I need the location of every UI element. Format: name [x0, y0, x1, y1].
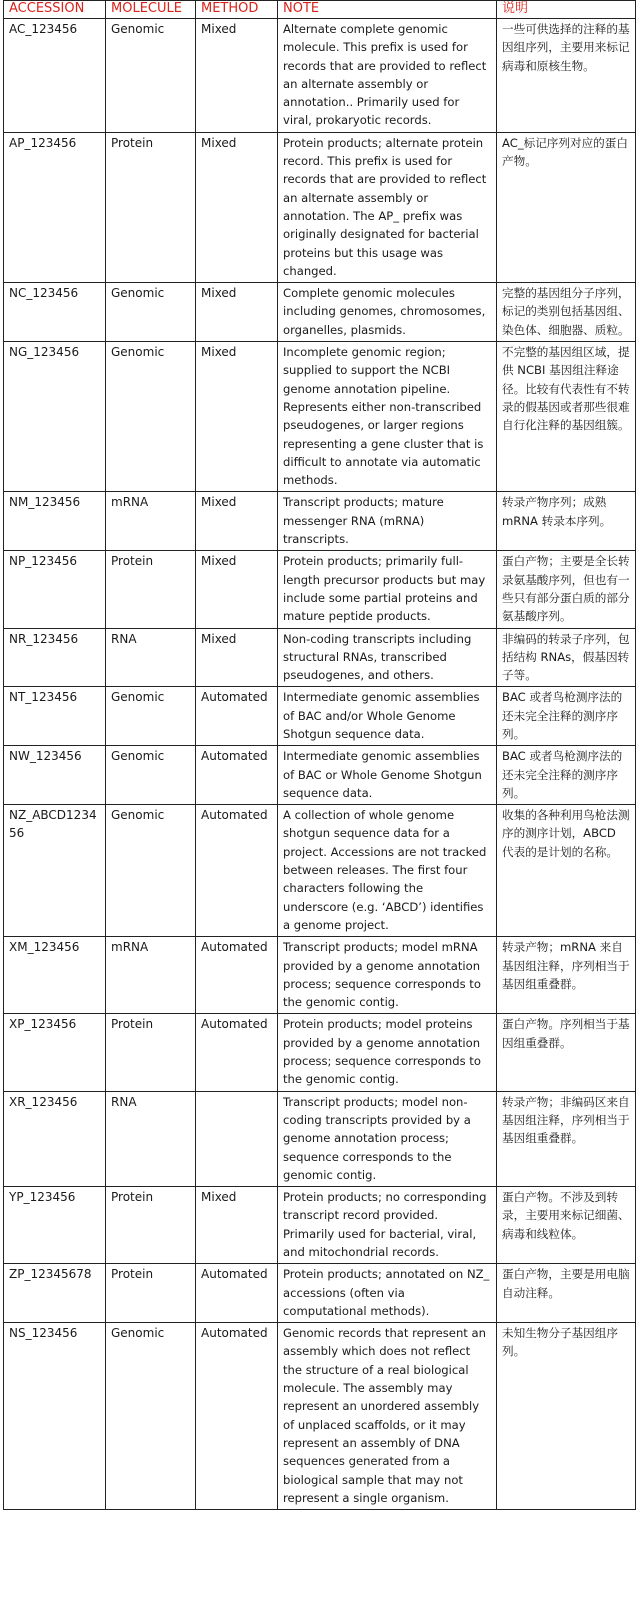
method-cell: Automated	[196, 937, 278, 1014]
table-row	[4, 492, 636, 551]
table-row	[4, 342, 636, 492]
accession-cell: XR_123456	[4, 1091, 106, 1186]
accession-cell: NR_123456	[4, 628, 106, 687]
accession-cell: YP_123456	[4, 1187, 106, 1264]
header-note: NOTE	[278, 1, 497, 19]
table-row	[4, 746, 636, 805]
molecule-cell: mRNA	[106, 492, 196, 551]
accession-cell: XP_123456	[4, 1014, 106, 1091]
accession-cell: NP_123456	[4, 551, 106, 628]
method-cell: Mixed	[196, 1187, 278, 1264]
method-cell: Automated	[196, 746, 278, 805]
method-cell: Mixed	[196, 628, 278, 687]
description-cell: 非编码的转录子序列，包括结构 RNAs，假基因转子等。	[497, 628, 636, 687]
header-description: 说明	[497, 1, 636, 19]
accession-cell: NW_123456	[4, 746, 106, 805]
table-row	[4, 551, 636, 628]
accession-cell: NM_123456	[4, 492, 106, 551]
note-cell: Intermediate genomic assemblies of BAC and/or Whole Genome Shotgun sequence data.	[278, 687, 497, 746]
header-method: METHOD	[196, 1, 278, 19]
description-cell: 未知生物分子基因组序列。	[497, 1323, 636, 1510]
table-row	[4, 1264, 636, 1323]
note-cell: Transcript products; mature messenger RNA (mRNA) transcripts.	[278, 492, 497, 551]
description-cell: 蛋白产物。序列相当于基因组重叠群。	[497, 1014, 636, 1091]
method-cell: Mixed	[196, 492, 278, 551]
table-row	[4, 687, 636, 746]
note-cell: Complete genomic molecules including genomes, chromosomes, organelles, plasmids.	[278, 283, 497, 342]
accession-cell: NZ_ABCD123456	[4, 805, 106, 937]
header-accession: ACCESSION	[4, 1, 106, 19]
table-row	[4, 1187, 636, 1264]
note-cell: Protein products; no corresponding transcript record provided. Primarily used for bacterial, viral, and mitochondrial records.	[278, 1187, 497, 1264]
table-row	[4, 628, 636, 687]
table-row	[4, 132, 636, 282]
table-row	[4, 937, 636, 1014]
note-cell: Incomplete genomic region; supplied to support the NCBI genome annotation pipeline. Represents either non-transcribed pseudogenes, or larger regions representing a gene cluster that is difficult to annotate via automatic methods.	[278, 342, 497, 492]
molecule-cell: Genomic	[106, 805, 196, 937]
accession-cell: AP_123456	[4, 132, 106, 282]
description-cell: 完整的基因组分子序列，标记的类别包括基因组、染色体、细胞器、质粒。	[497, 283, 636, 342]
note-cell: Transcript products; model mRNA provided by a genome annotation process; sequence corresponds to the genomic contig.	[278, 937, 497, 1014]
header-molecule: MOLECULE	[106, 1, 196, 19]
note-cell: Genomic records that represent an assembly which does not reflect the structure of a real biological molecule. The assembly may represent an unordered assembly of unplaced scaffolds, or it may represent an assembly of DNA sequences generated from a biological sample that may not represent a single organism.	[278, 1323, 497, 1510]
accession-cell: NG_123456	[4, 342, 106, 492]
method-cell: Automated	[196, 1264, 278, 1323]
header-row	[4, 1, 636, 19]
method-cell	[196, 1091, 278, 1186]
accession-cell: AC_123456	[4, 19, 106, 133]
accession-cell: NC_123456	[4, 283, 106, 342]
description-cell: 蛋白产物；主要是全长转录氨基酸序列，但也有一些只有部分蛋白质的部分氨基酸序列。	[497, 551, 636, 628]
accession-cell: NS_123456	[4, 1323, 106, 1510]
table-row	[4, 805, 636, 937]
method-cell: Automated	[196, 805, 278, 937]
molecule-cell: Genomic	[106, 1323, 196, 1510]
method-cell: Mixed	[196, 551, 278, 628]
method-cell: Mixed	[196, 283, 278, 342]
molecule-cell: Genomic	[106, 283, 196, 342]
note-cell: Protein products; annotated on NZ_ accessions (often via computational methods).	[278, 1264, 497, 1323]
molecule-cell: Protein	[106, 551, 196, 628]
table-row	[4, 1323, 636, 1510]
description-cell: AC_标记序列对应的蛋白产物。	[497, 132, 636, 282]
molecule-cell: Genomic	[106, 746, 196, 805]
table-row	[4, 283, 636, 342]
molecule-cell: mRNA	[106, 937, 196, 1014]
note-cell: Non-coding transcripts including structural RNAs, transcribed pseudogenes, and others.	[278, 628, 497, 687]
method-cell: Mixed	[196, 19, 278, 133]
molecule-cell: Protein	[106, 1187, 196, 1264]
molecule-cell: Protein	[106, 1264, 196, 1323]
description-cell: 转录产物；非编码区来自基因组注释，序列相当于基因组重叠群。	[497, 1091, 636, 1186]
molecule-cell: Genomic	[106, 687, 196, 746]
method-cell: Automated	[196, 687, 278, 746]
molecule-cell: RNA	[106, 628, 196, 687]
note-cell: A collection of whole genome shotgun sequence data for a project. Accessions are not tracked between releases. The first four characters following the underscore (e.g. ‘ABCD’) identifies a genome project.	[278, 805, 497, 937]
description-cell: 蛋白产物。不涉及到转录，主要用来标记细菌、病毒和线粒体。	[497, 1187, 636, 1264]
description-cell: 不完整的基因组区域，提供 NCBI 基因组注释途径。比较有代表性有不转录的假基因或者那些很难自行化注释的基因组簇。	[497, 342, 636, 492]
description-cell: 转录产物；mRNA 来自基因组注释，序列相当于基因组重叠群。	[497, 937, 636, 1014]
accession-table	[3, 0, 636, 1510]
molecule-cell: Genomic	[106, 19, 196, 133]
molecule-cell: RNA	[106, 1091, 196, 1186]
table-row	[4, 1091, 636, 1186]
note-cell: Protein products; model proteins provided by a genome annotation process; sequence corresponds to the genomic contig.	[278, 1014, 497, 1091]
description-cell: BAC 或者鸟枪测序法的还未完全注释的测序序列。	[497, 687, 636, 746]
method-cell: Mixed	[196, 132, 278, 282]
description-cell: BAC 或者鸟枪测序法的还未完全注释的测序序列。	[497, 746, 636, 805]
note-cell: Protein products; primarily full-length precursor products but may include some partial proteins and mature peptide products.	[278, 551, 497, 628]
accession-cell: NT_123456	[4, 687, 106, 746]
molecule-cell: Protein	[106, 132, 196, 282]
molecule-cell: Protein	[106, 1014, 196, 1091]
method-cell: Automated	[196, 1014, 278, 1091]
table-row	[4, 1014, 636, 1091]
note-cell: Intermediate genomic assemblies of BAC or Whole Genome Shotgun sequence data.	[278, 746, 497, 805]
molecule-cell: Genomic	[106, 342, 196, 492]
note-cell: Protein products; alternate protein record. This prefix is used for records that are provided to reflect an alternate assembly or annotation. The AP_ prefix was originally designated for bacterial proteins but this usage was changed.	[278, 132, 497, 282]
note-cell: Alternate complete genomic molecule. This prefix is used for records that are provided to reflect an alternate assembly or annotation.. Primarily used for viral, prokaryotic records.	[278, 19, 497, 133]
accession-cell: XM_123456	[4, 937, 106, 1014]
method-cell: Automated	[196, 1323, 278, 1510]
accession-cell: ZP_12345678	[4, 1264, 106, 1323]
description-cell: 一些可供选择的注释的基因组序列，主要用来标记病毒和原核生物。	[497, 19, 636, 133]
table-row	[4, 19, 636, 133]
method-cell: Mixed	[196, 342, 278, 492]
description-cell: 转录产物序列；成熟 mRNA 转录本序列。	[497, 492, 636, 551]
description-cell: 蛋白产物，主要是用电脑自动注释。	[497, 1264, 636, 1323]
description-cell: 收集的各种利用鸟枪法测序的测序计划，ABCD 代表的是计划的名称。	[497, 805, 636, 937]
note-cell: Transcript products; model non-coding transcripts provided by a genome annotation process; sequence corresponds to the genomic contig.	[278, 1091, 497, 1186]
